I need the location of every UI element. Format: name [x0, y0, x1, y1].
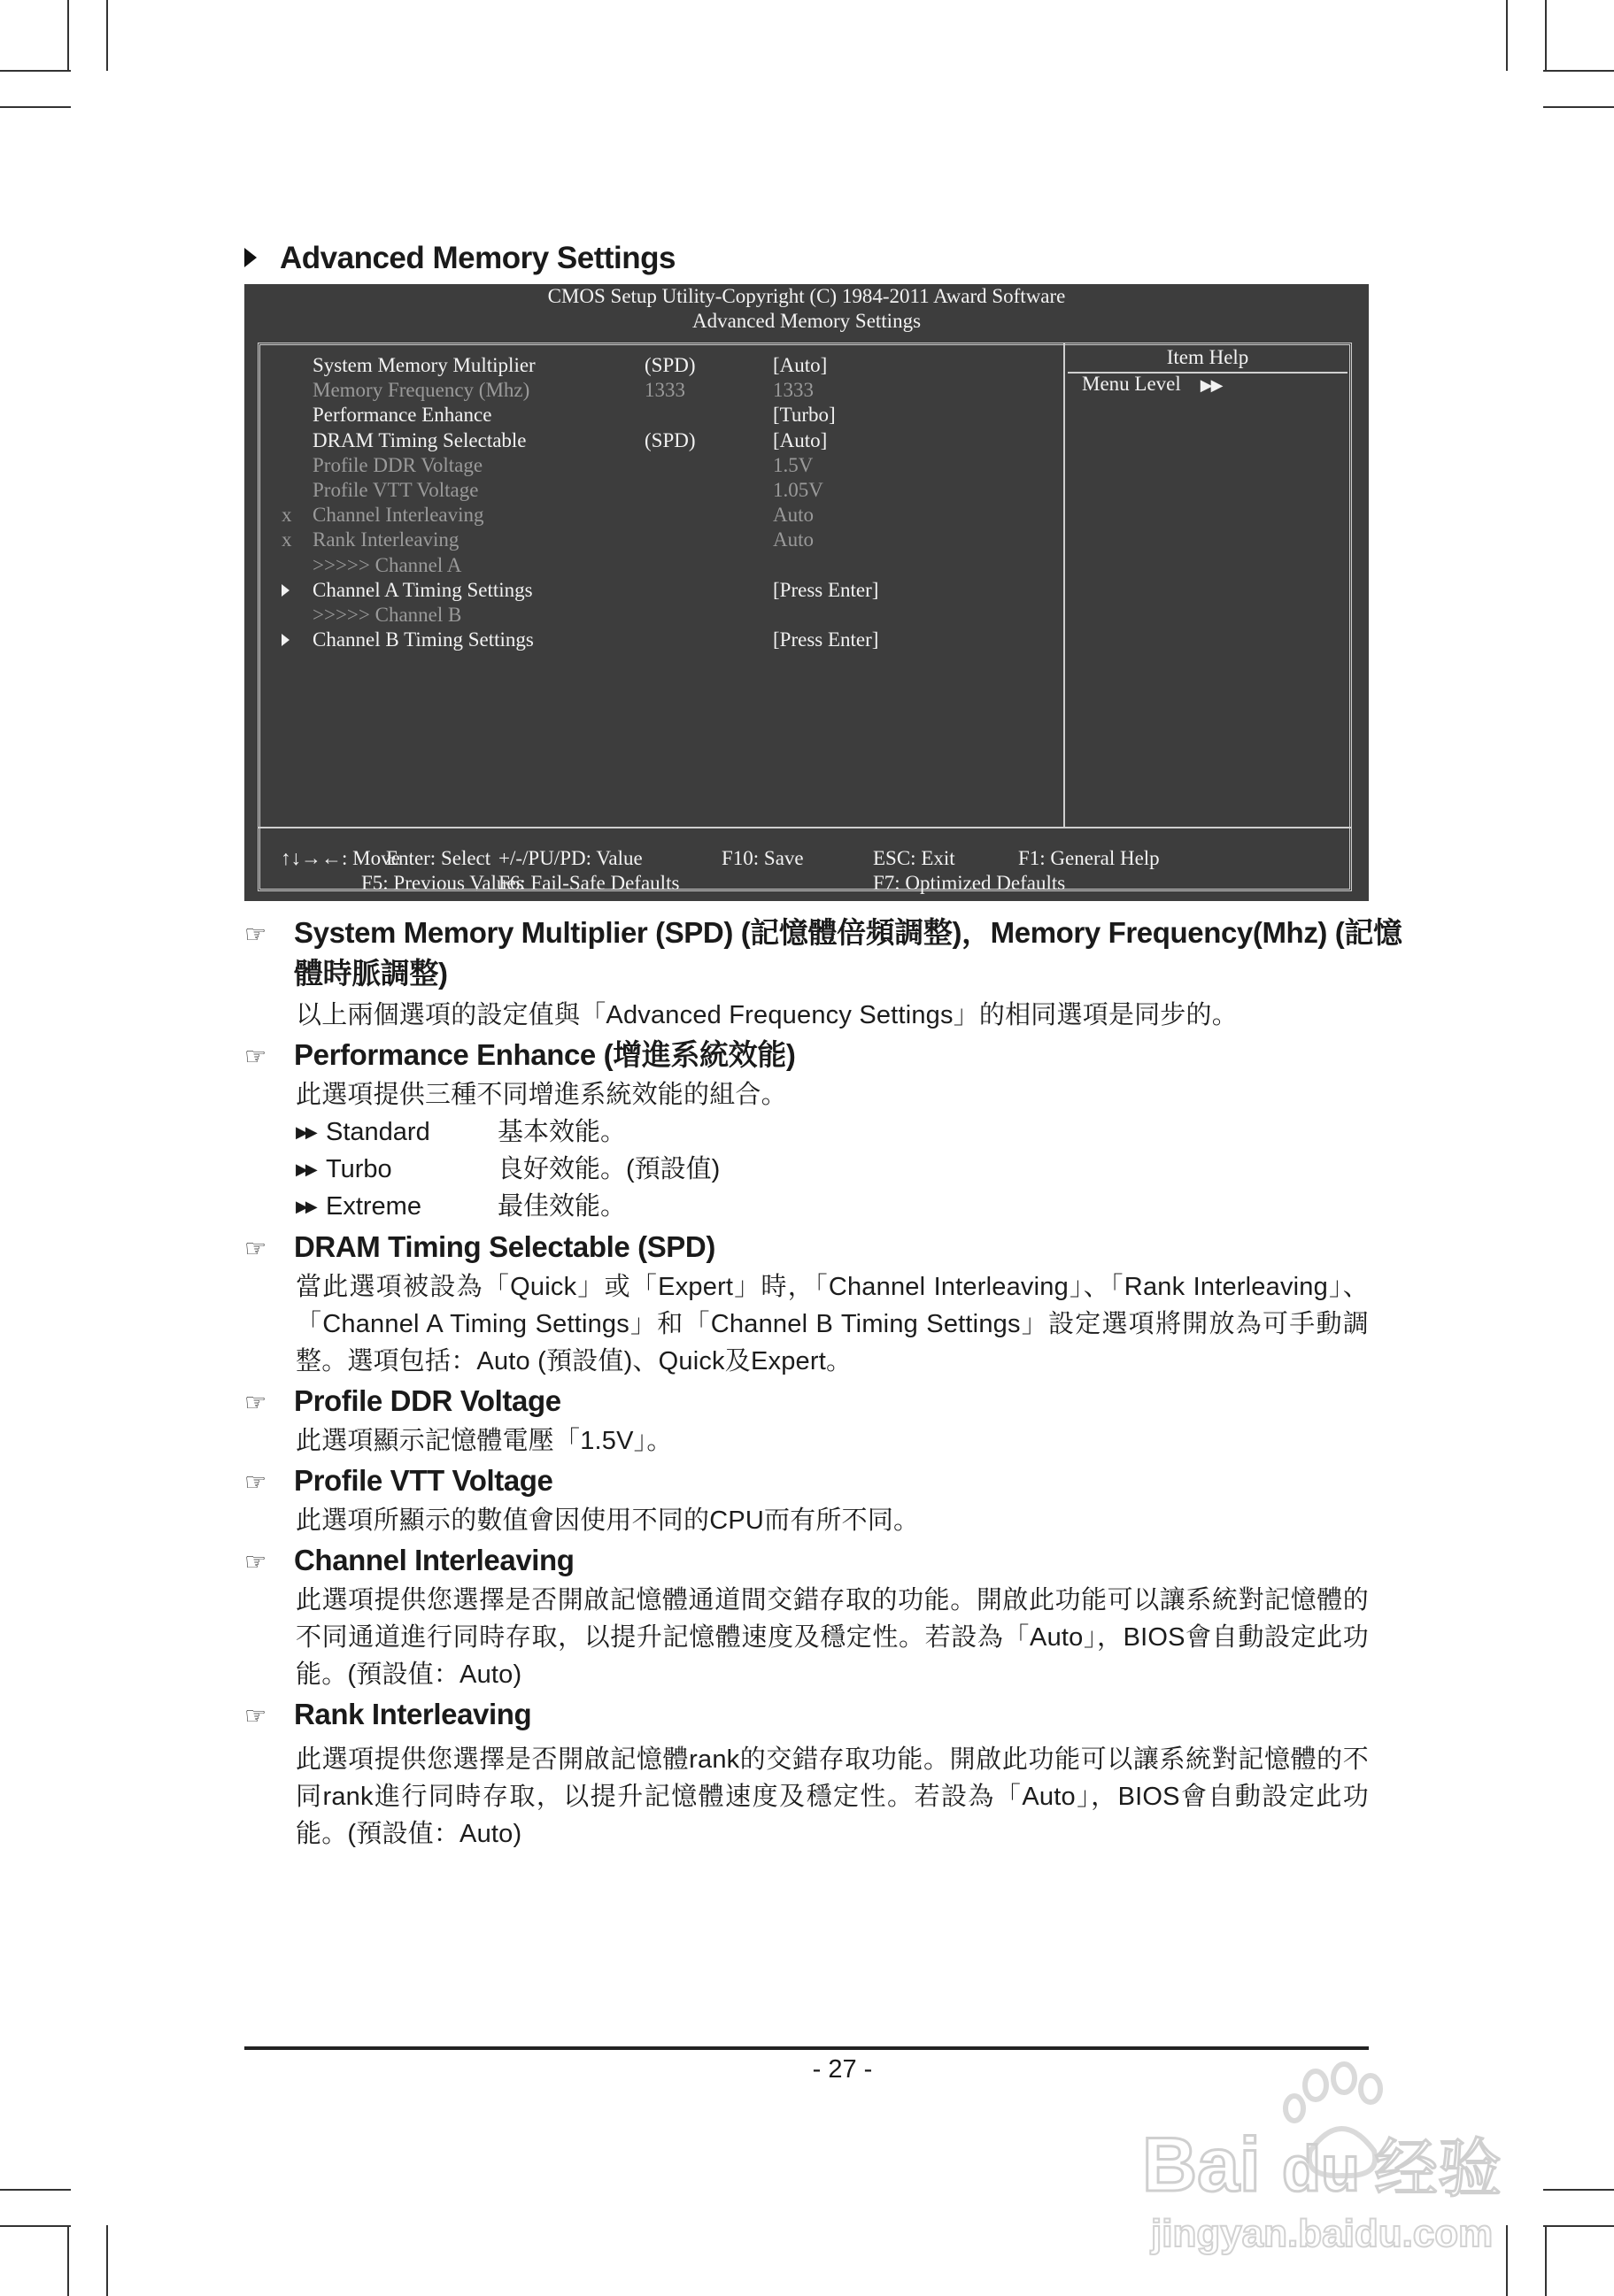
item-help-title: Item Help	[1166, 346, 1249, 368]
crop-mark	[106, 2225, 108, 2296]
bios-divider	[1063, 343, 1065, 827]
menu-level	[1082, 372, 1221, 397]
pointing-hand-icon: ☞	[244, 1389, 266, 1416]
bios-row-label: >>>>> Channel A	[313, 553, 462, 576]
pointing-hand-icon: ☞	[244, 1548, 266, 1576]
item-ddr-voltage-heading-text: Profile DDR Voltage	[294, 1384, 561, 1417]
double-arrow-icon: ▶▶	[296, 1123, 315, 1141]
bios-row-value: [Auto]	[773, 354, 828, 376]
crop-mark	[1543, 70, 1614, 72]
bios-row-value: Auto	[773, 528, 814, 551]
disabled-mark: x	[282, 504, 292, 527]
watermark-brand: Bai	[1142, 2123, 1261, 2207]
option-desc: 最佳效能。	[498, 1192, 627, 1221]
item-vtt-voltage-description: 此選項所顯示的數值會因使用不同的CPU而有所不同。	[296, 1506, 920, 1535]
key-previous: F5: Previous Values	[361, 872, 524, 894]
option-desc: 良好效能。(預設值)	[498, 1155, 721, 1183]
bios-row-value: [Turbo]	[773, 404, 836, 427]
option-desc: 基本效能。	[498, 1118, 627, 1146]
bios-row-label: System Memory Multiplier	[313, 354, 536, 376]
bios-row-label: Rank Interleaving	[313, 528, 459, 551]
item-multiplier-heading	[244, 913, 1402, 990]
key-value: +/-/PU/PD: Value	[498, 847, 643, 869]
section-title-text: Advanced Memory Settings	[280, 241, 676, 275]
section-title	[244, 241, 676, 276]
option-name: Standard	[326, 1118, 430, 1146]
item-dram-heading	[244, 1227, 715, 1269]
watermark-url: jingyan.baidu.com	[1151, 2212, 1494, 2255]
bios-row-spd: (SPD)	[645, 354, 696, 376]
crop-mark	[0, 106, 71, 108]
item-dram-description: 當此選項被設為「Quick」或「Expert」時，「Channel Interleaving」、「Rank Interleaving」、「Channel A Timing Settings」和「Channel B Timing Settings」設定選項將開放為可手動調整。選項包括：Auto (預設值)、Quick及Expert。	[296, 1273, 1369, 1375]
double-arrow-icon: ▶▶	[1200, 376, 1222, 394]
item-ddr-voltage-heading	[244, 1381, 561, 1423]
option-name: Extreme	[326, 1192, 421, 1221]
pointing-hand-icon: ☞	[244, 1235, 266, 1262]
item-vtt-voltage-heading	[244, 1460, 553, 1503]
bios-header-title: Advanced Memory Settings	[691, 310, 922, 332]
item-channel-description: 此選項提供您選擇是否開啟記憶體通道間交錯存取的功能。開啟此功能可以讓系統對記憶體的不同通道進行同時存取，以提升記憶體速度及穩定性。若設為「Auto」，BIOS會自動設定此功能。(預設值：Auto)	[296, 1586, 1369, 1689]
submenu-arrow-icon	[282, 634, 290, 646]
page-number: - 27 -	[812, 2055, 873, 2084]
key-exit: ESC: Exit	[873, 847, 955, 869]
crop-mark	[0, 70, 71, 72]
crop-mark	[1545, 2225, 1547, 2296]
bios-row-value: [Press Enter]	[773, 578, 879, 601]
item-channel-heading	[244, 1540, 575, 1583]
crop-mark	[67, 0, 69, 71]
key-failsafe: F6: Fail-Safe Defaults	[498, 872, 680, 894]
item-multiplier-heading-line2: 體時脈調整)	[294, 957, 448, 990]
bios-row-label: Profile VTT Voltage	[313, 479, 479, 501]
item-rank-description: 此選項提供您選擇是否開啟記憶體rank的交錯存取功能。開啟此功能可以讓系統對記憶體的不同rank進行同時存取，以提升記憶體速度及穩定性。若設為「Auto」，BIOS會自動設定此功能。(預設值：Auto)	[296, 1745, 1369, 1848]
bios-row-value: [Auto]	[773, 428, 828, 451]
triangle-bullet-icon	[244, 248, 257, 267]
bios-row-value: [Press Enter]	[773, 628, 879, 651]
bios-row-label: >>>>> Channel B	[313, 604, 462, 626]
bios-divider	[258, 827, 1352, 828]
double-arrow-icon: ▶▶	[296, 1160, 315, 1178]
item-performance-description: 此選項提供三種不同增進系統效能的組合。	[296, 1081, 787, 1109]
watermark-du: du	[1282, 2134, 1360, 2205]
footer-rule	[244, 2046, 1369, 2050]
crop-mark	[1545, 0, 1547, 71]
bios-row-value: Auto	[773, 504, 814, 527]
crop-mark	[1506, 0, 1508, 71]
bios-row-spd: (SPD)	[645, 428, 696, 451]
crop-mark	[106, 0, 108, 71]
crop-mark	[0, 2189, 71, 2191]
item-dram-heading-text: DRAM Timing Selectable (SPD)	[294, 1230, 715, 1263]
item-rank-heading-text: Rank Interleaving	[294, 1698, 532, 1730]
item-ddr-voltage-description: 此選項顯示記憶體電壓「1.5V」。	[296, 1427, 673, 1455]
bios-row-value: 1.5V	[773, 453, 814, 476]
crop-mark	[67, 2225, 69, 2296]
bios-row-label: Memory Frequency (Mhz)	[313, 379, 530, 402]
key-optimized: F7: Optimized Defaults	[873, 872, 1066, 894]
pointing-hand-icon: ☞	[244, 1043, 266, 1070]
pointing-hand-icon: ☞	[244, 921, 266, 948]
bios-row-spd: 1333	[645, 379, 685, 402]
bios-row-label: Channel B Timing Settings	[313, 628, 534, 651]
key-move: ↑↓→←: Move	[281, 847, 400, 869]
option-turbo	[296, 1151, 721, 1188]
item-vtt-voltage-heading-text: Profile VTT Voltage	[294, 1464, 553, 1497]
item-rank-heading	[244, 1694, 531, 1737]
crop-mark	[0, 2225, 71, 2227]
bios-row-label: Performance Enhance	[313, 404, 492, 427]
option-name: Turbo	[326, 1155, 392, 1183]
bios-screen	[244, 284, 1369, 901]
menu-level-label: Menu Level	[1082, 373, 1181, 395]
item-multiplier-heading-line1: System Memory Multiplier (SPD) (記憶體倍頻調整)，Memory Frequency(Mhz) (記憶	[294, 916, 1402, 949]
item-performance-heading	[244, 1035, 795, 1077]
option-standard	[296, 1113, 627, 1151]
key-enter: Enter: Select	[386, 847, 491, 869]
baidu-watermark	[1142, 2053, 1541, 2266]
key-help: F1: General Help	[1018, 847, 1160, 869]
pointing-hand-icon: ☞	[244, 1702, 266, 1730]
watermark-jingyan: 经验	[1374, 2131, 1502, 2206]
option-extreme	[296, 1188, 627, 1225]
pointing-hand-icon: ☞	[244, 1468, 266, 1496]
bios-row-label: Channel A Timing Settings	[313, 578, 533, 601]
crop-mark	[1543, 106, 1614, 108]
item-multiplier-description: 以上兩個選項的設定值與「Advanced Frequency Settings」的相同選項是同步的。	[296, 1001, 1238, 1029]
key-save: F10: Save	[722, 847, 804, 869]
bios-row-label: Profile DDR Voltage	[313, 453, 483, 476]
crop-mark	[1543, 2189, 1614, 2191]
bios-row-value: 1.05V	[773, 479, 823, 501]
disabled-mark: x	[282, 528, 292, 551]
double-arrow-icon: ▶▶	[296, 1198, 315, 1215]
item-channel-heading-text: Channel Interleaving	[294, 1544, 575, 1576]
crop-mark	[1543, 2225, 1614, 2227]
bios-header-copyright: CMOS Setup Utility-Copyright (C) 1984-2011 Award Software	[547, 285, 1066, 307]
bios-row-value: 1333	[773, 379, 814, 402]
item-performance-heading-text: Performance Enhance (增進系統效能)	[294, 1038, 796, 1071]
bios-row-label: DRAM Timing Selectable	[313, 428, 527, 451]
submenu-arrow-icon	[282, 584, 290, 597]
bios-row-label: Channel Interleaving	[313, 504, 484, 527]
